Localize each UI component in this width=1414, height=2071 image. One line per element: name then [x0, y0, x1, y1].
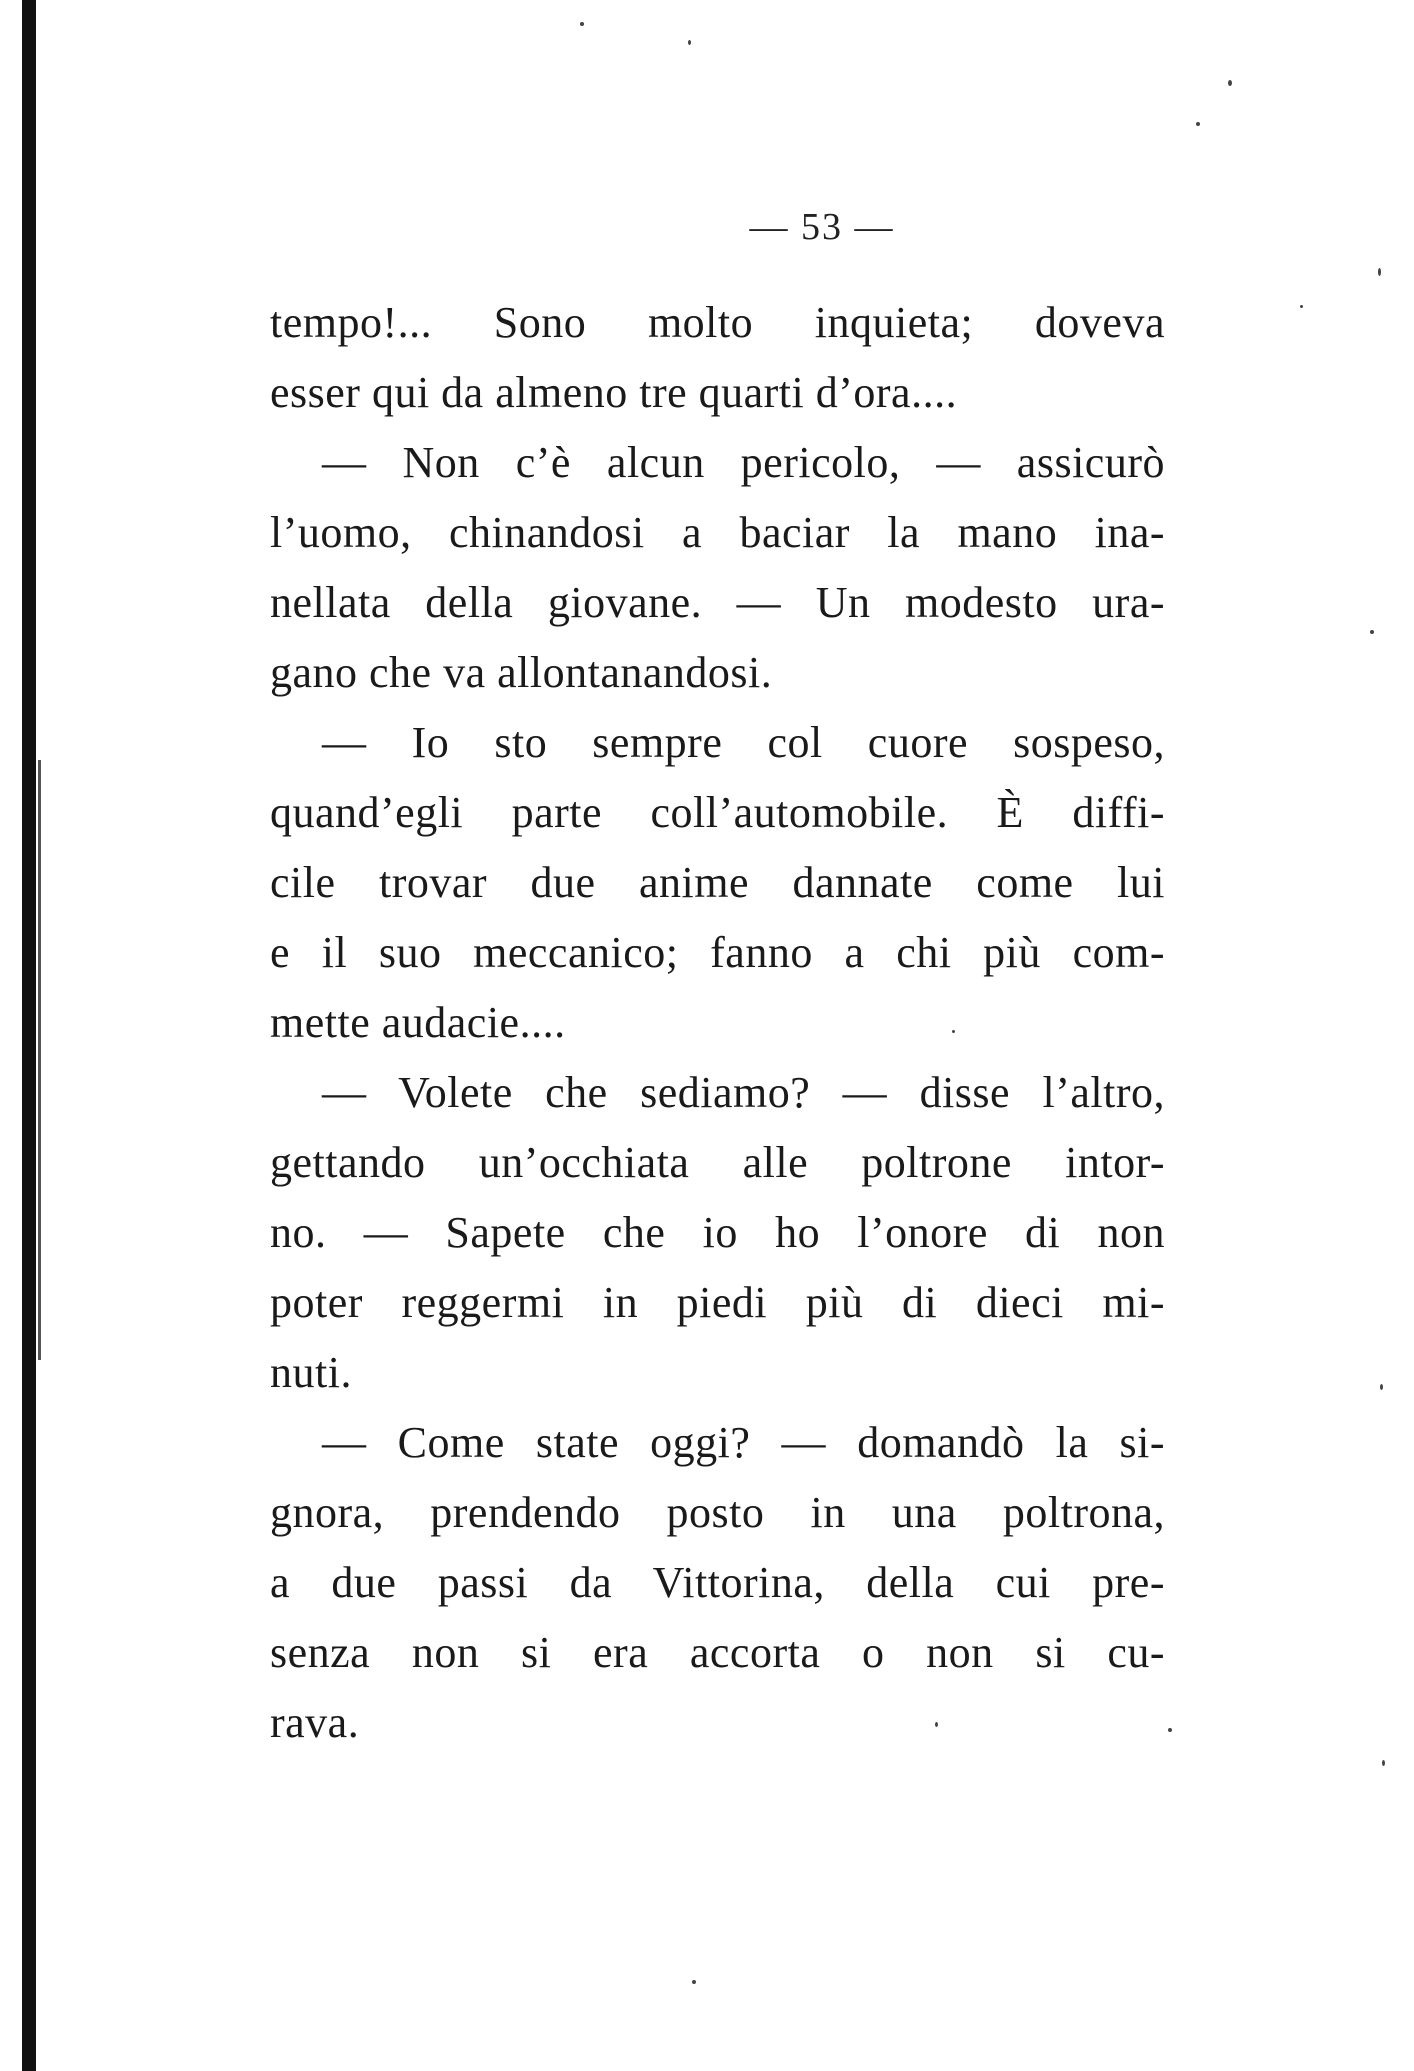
binding-edge	[22, 0, 36, 2071]
speck	[1380, 1384, 1383, 1390]
body-text	[270, 288, 1165, 1758]
speck	[688, 40, 691, 45]
binding-shadow	[38, 760, 41, 1360]
text-line: gettando un’occhiata alle poltrone intor-	[270, 1138, 1165, 1187]
text-line: gano che va allontanandosi.	[270, 648, 773, 697]
text-line: tempo!... Sono molto inquieta; doveva	[270, 298, 1165, 347]
text-line: nuti.	[270, 1348, 352, 1397]
speck	[1378, 268, 1381, 276]
text-line: — Io sto sempre col cuore sospeso,	[322, 718, 1165, 767]
page-number: — 53 —	[749, 206, 895, 248]
text-line: senza non si era accorta o non si cu-	[270, 1628, 1165, 1677]
text-line: gnora, prendendo posto in una poltrona,	[270, 1488, 1165, 1537]
text-line: cile trovar due anime dannate come lui	[270, 858, 1165, 907]
text-line: — Non c’è alcun pericolo, — assicurò	[322, 438, 1165, 487]
text-line: l’uomo, chinandosi a baciar la mano ina-	[270, 508, 1165, 557]
speck	[692, 1980, 696, 1984]
text-line: nellata della giovane. — Un modesto ura-	[270, 578, 1165, 627]
text-line: — Volete che sediamo? — disse l’altro,	[322, 1068, 1165, 1117]
speck	[1382, 1760, 1385, 1766]
speck	[1168, 1728, 1172, 1732]
text-line: mette audacie....	[270, 998, 566, 1047]
text-line: rava.	[270, 1698, 360, 1747]
text-line: — Come state oggi? — domandò la si-	[322, 1418, 1165, 1467]
text-line: no. — Sapete che io ho l’onore di non	[270, 1208, 1165, 1257]
speck	[1228, 80, 1232, 86]
text-line: quand’egli parte coll’automobile. È diffi-	[270, 788, 1165, 837]
speck	[1300, 305, 1303, 308]
speck	[580, 22, 584, 26]
text-line: e il suo meccanico; fanno a chi più com-	[270, 928, 1165, 977]
text-line: esser qui da almeno tre quarti d’ora....	[270, 368, 958, 417]
speck	[1370, 630, 1374, 634]
text-line: a due passi da Vittorina, della cui pre-	[270, 1558, 1165, 1607]
text-line: poter reggermi in piedi più di dieci mi-	[270, 1278, 1165, 1327]
speck	[1196, 122, 1200, 126]
